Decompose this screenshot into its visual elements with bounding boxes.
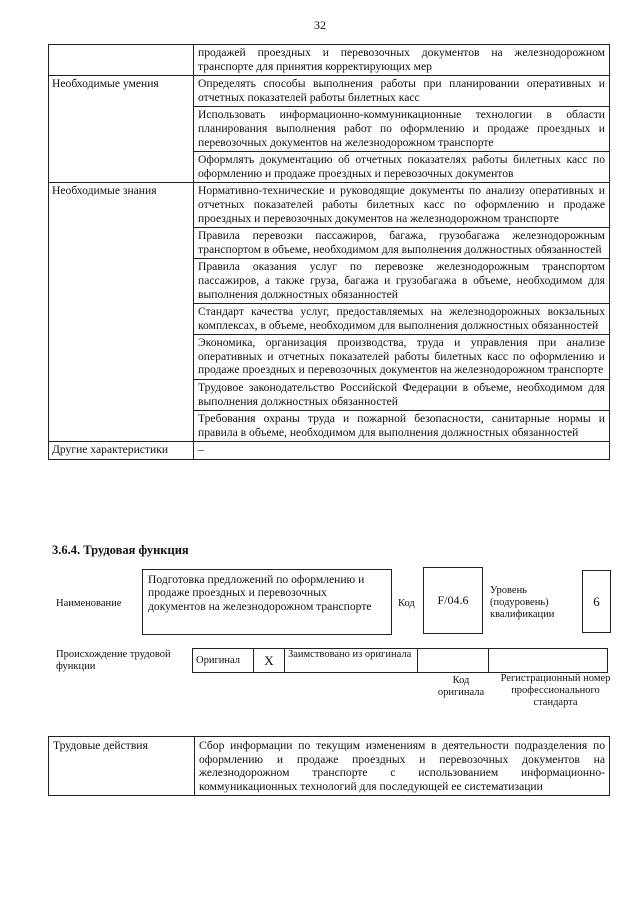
table-row [49, 442, 610, 460]
table-row [49, 183, 610, 228]
origin-label: Происхождение трудовой функции [56, 649, 171, 672]
borrowed-cell [285, 649, 418, 673]
borrowed-label: Заимствовано из оригинала [288, 649, 412, 660]
actions-label: Трудовые действия [49, 737, 195, 796]
section-title: 3.6.4. Трудовая функция [52, 543, 189, 557]
code-original-label: Код оригинала [437, 675, 485, 698]
original-mark: X [264, 652, 274, 668]
actions-text: Сбор информации по текущим изменениям в деятельности подразделения по оформлению и продаже проездных и перевозочных документов на железнодорожном транспорте с использованием информационно-коммуникационных технологий для последующей ее систематизации [195, 737, 610, 796]
table-row [49, 45, 610, 76]
row-cell-text: Требования охраны труда и пожарной безопасности, санитарные нормы и правила в объеме, необходимом для выполнения должностных обязанностей [194, 411, 610, 442]
row-cell-text: Нормативно-технические и руководящие документы по анализу оперативных и отчетных показателей работы билетных касс по оформлению и продаже проездных и перевозочных документов на железнодорожном транспорте [194, 183, 610, 228]
original-cell [193, 649, 254, 673]
reg-number-label: Регистрационный номер профессионального стандарта [500, 673, 611, 708]
original-label: Оригинал [196, 655, 240, 666]
row-cell-text: Правила оказания услуг по перевозке железнодорожным транспортом пассажиров, а также груза, багажа и грузобагажа в объеме, необходимом для выполнения должностных обязанностей [194, 259, 610, 304]
row-label: Необходимые умения [49, 76, 194, 183]
function-name-box: Подготовка предложений по оформлению и продаже проездных и перевозочных документов на железнодорожном транспорте [142, 569, 392, 635]
row-cell-text: Использовать информационно-коммуникационные технологии в области планирования выполнения работ по оформлению и продаже проездных и перевозочных документов на железнодорожном транспорте [194, 107, 610, 152]
origin-table [192, 648, 608, 673]
row-label: Другие характеристики [49, 442, 194, 460]
function-code-box: F/04.6 [423, 567, 483, 634]
row-cell-text: Оформлять документацию об отчетных показателях работы билетных касс по оформлению и продаже проездных и перевозочных документов [194, 152, 610, 183]
table-row [49, 76, 610, 107]
code-label: Код [398, 598, 415, 609]
row-label: Необходимые знания [49, 183, 194, 442]
page-number: 32 [314, 18, 326, 32]
row-cell-text: Экономика, организация производства, труда и управления при анализе оперативных и отчетных показателей работы билетных касс по оформлению и продаже проездных и перевозочных документов на железнодорожном транспорте [194, 335, 610, 380]
original-mark-cell [254, 649, 285, 673]
actions-table [48, 736, 610, 796]
qualification-level-box: 6 [582, 570, 611, 633]
requirements-table [48, 44, 610, 460]
code-original-cell [418, 649, 489, 673]
row-cell-text: продажей проездных и перевозочных документов на железнодорожном транспорте для принятия корректирующих мер [194, 45, 610, 76]
row-cell-text: Стандарт качества услуг, предоставляемых на железнодорожных вокзальных комплексах, в объеме, необходимом для выполнения должностных обязанностей [194, 304, 610, 335]
reg-number-cell [489, 649, 608, 673]
row-cell-text: Правила перевозки пассажиров, багажа, грузобагажа железнодорожным транспортом в объеме, необходимом для выполнения должностных обязанностей [194, 228, 610, 259]
level-label: Уровень (подуровень) квалификации [490, 585, 555, 620]
name-label: Наименование [56, 598, 122, 609]
row-label [49, 45, 194, 76]
requirements-table-body [49, 45, 610, 460]
row-cell-text: – [194, 442, 610, 460]
row-cell-text: Трудовое законодательство Российской Федерации в объеме, необходимом для выполнения должностных обязанностей [194, 380, 610, 411]
row-cell-text: Определять способы выполнения работы при планировании оперативных и отчетных показателей работы билетных касс [194, 76, 610, 107]
